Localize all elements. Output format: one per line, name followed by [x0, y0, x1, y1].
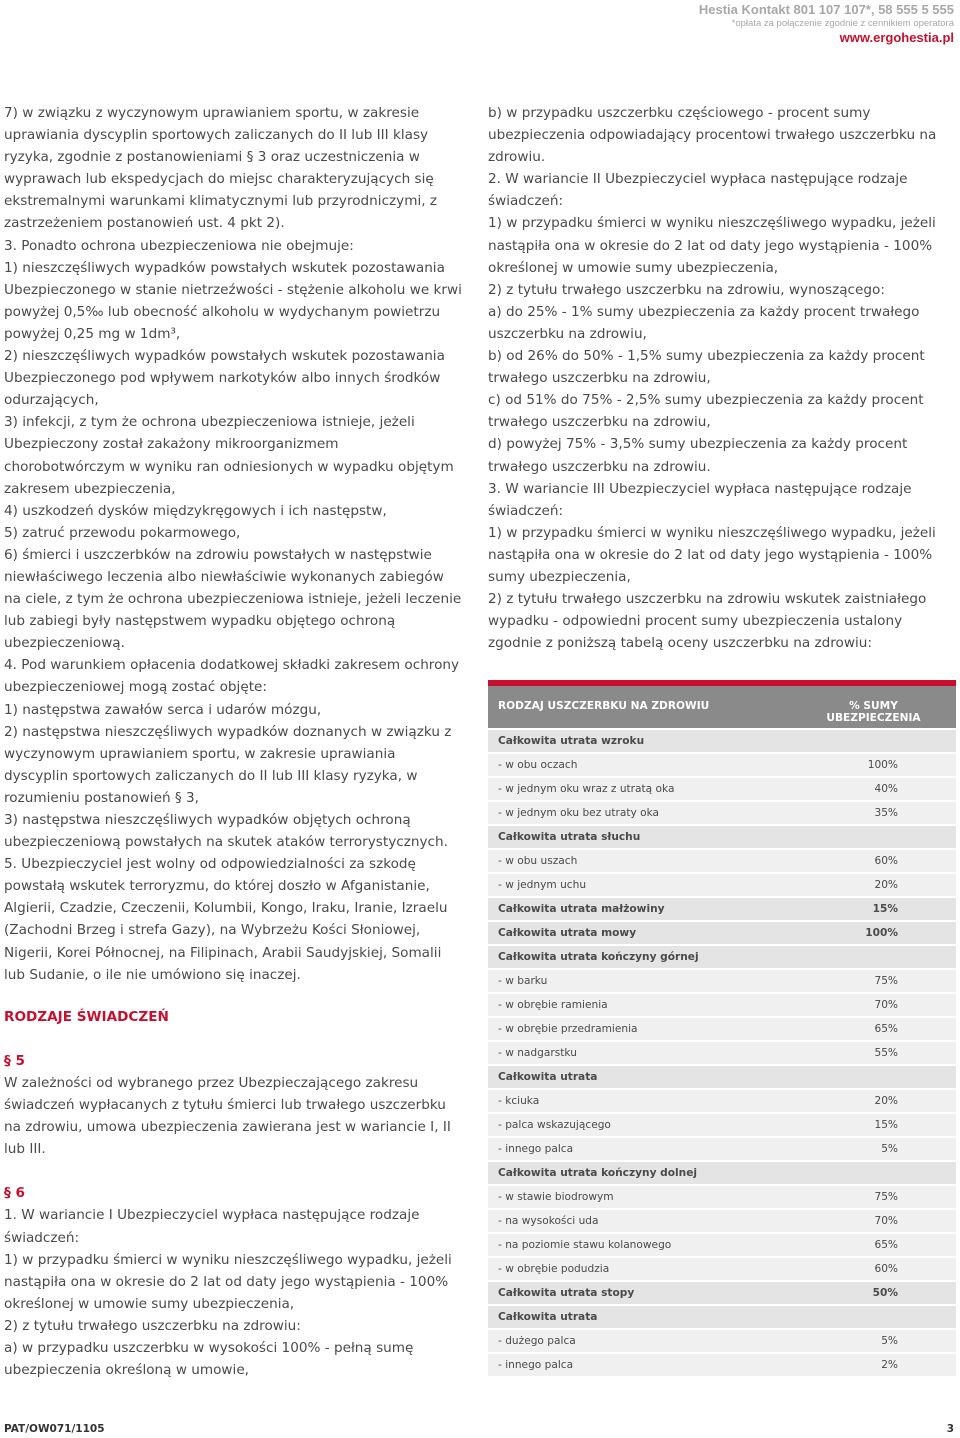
injury-type-cell: - w obrębie ramienia: [488, 993, 791, 1017]
percent-cell: [791, 729, 956, 753]
paragraph: a) do 25% - 1% sumy ubezpieczenia za każdy procent trwałego uszczerbku na zdrowiu,: [488, 303, 920, 342]
table-row: [488, 1281, 956, 1305]
percent-cell: 75%: [791, 1185, 956, 1209]
injury-type-cell: Całkowita utrata wzroku: [488, 729, 791, 753]
paragraph-mark-6: § 6: [4, 1185, 25, 1202]
paragraph: 2) następstwa nieszczęśliwych wypadków doznanych w związku z wyczynowym uprawianiem sportu, w zakresie uprawiania dyscyplin sportowych zaliczanych do II lub III klasy ryzyka, w rozumieniu postanowień § 3,: [4, 723, 452, 806]
paragraph: 1) następstwa zawałów serca i udarów mózgu,: [4, 701, 322, 718]
table-row: [488, 1257, 956, 1281]
injury-table: [488, 680, 956, 1378]
percent-cell: 70%: [791, 993, 956, 1017]
paragraph: 5) zatruć przewodu pokarmowego,: [4, 524, 241, 541]
paragraph-6-item: 2) z tytułu trwałego uszczerbku na zdrowiu:: [4, 1317, 301, 1334]
table-row: [488, 1353, 956, 1377]
injury-type-cell: - w jednym oku wraz z utratą oka: [488, 777, 791, 801]
paragraph-6-item: 1) w przypadku śmierci w wyniku nieszczęśliwego wypadku, jeżeli nastąpiła ona w okresie do 2 lat od daty jego wystąpienia - 100% określonej w umowie sumy ubezpieczenia,: [4, 1251, 452, 1312]
table-row: [488, 1329, 956, 1353]
table-header-row: [488, 683, 956, 729]
table-row: [488, 921, 956, 945]
percent-cell: 5%: [791, 1329, 956, 1353]
injury-type-cell: Całkowita utrata: [488, 1305, 791, 1329]
table-row: [488, 1089, 956, 1113]
injury-type-cell: - w obrębie przedramienia: [488, 1017, 791, 1041]
paragraph: 3) infekcji, z tym że ochrona ubezpieczeniowa istnieje, jeżeli Ubezpieczony został zakażony mikroorganizmem chorobotwórczym w wyniku ran odniesionych w wypadku objętym zakresem ubezpieczenia,: [4, 414, 454, 497]
percent-cell: 20%: [791, 1089, 956, 1113]
injury-type-cell: - palca wskazującego: [488, 1113, 791, 1137]
table-header-percent: % SUMY UBEZPIECZENIA: [791, 683, 956, 729]
table-row: [488, 825, 956, 849]
percent-cell: [791, 1161, 956, 1185]
table-row: [488, 1113, 956, 1137]
injury-type-cell: Całkowita utrata stopy: [488, 1281, 791, 1305]
paragraph: d) powyżej 75% - 3,5% sumy ubezpieczenia za każdy procent trwałego uszczerbku na zdrowiu.: [488, 436, 908, 475]
paragraph: c) od 51% do 75% - 2,5% sumy ubezpieczenia za każdy procent trwałego uszczerbku na zdrowiu,: [488, 392, 924, 431]
paragraph: 1) w przypadku śmierci w wyniku nieszczęśliwego wypadku, jeżeli nastąpiła ona w okresie do 2 lat od daty jego wystąpienia - 100% sumy ubezpieczenia,: [488, 524, 936, 585]
table-row: [488, 777, 956, 801]
table-row: [488, 873, 956, 897]
percent-cell: 70%: [791, 1209, 956, 1233]
percent-cell: 20%: [791, 873, 956, 897]
percent-cell: 75%: [791, 969, 956, 993]
percent-cell: 50%: [791, 1281, 956, 1305]
contact-note: *opłata za połączenie zgodnie z cennikiem operatora: [731, 18, 954, 29]
left-column: [4, 102, 462, 1381]
percent-cell: 100%: [791, 921, 956, 945]
table-row: [488, 1209, 956, 1233]
injury-type-cell: Całkowita utrata mowy: [488, 921, 791, 945]
table-row: [488, 897, 956, 921]
injury-type-cell: Całkowita utrata kończyny dolnej: [488, 1161, 791, 1185]
injury-type-cell: Całkowita utrata: [488, 1065, 791, 1089]
page-number: 3: [946, 1423, 954, 1435]
table-body: [488, 729, 956, 1377]
percent-cell: 35%: [791, 801, 956, 825]
paragraph: 4) uszkodzeń dysków międzykręgowych i ich następstw,: [4, 502, 387, 519]
injury-type-cell: - w jednym oku bez utraty oka: [488, 801, 791, 825]
injury-type-cell: - w nadgarstku: [488, 1041, 791, 1065]
paragraph: 7) w związku z wyczynowym uprawianiem sportu, w zakresie uprawiania dyscyplin sportowych zaliczanych do II lub III klasy ryzyka, zgodnie z postanowieniami § 3 oraz uczestniczenia w wyprawach lub ekspedycjach do miejsc charakteryzujących się ekstremalnymi warunkami klimatycznymi lub przyrodniczymi, z zastrzeżeniem postanowień ust. 4 pkt 2).: [4, 105, 438, 232]
table-row: [488, 1041, 956, 1065]
percent-cell: 60%: [791, 1257, 956, 1281]
document-code: PAT/OW071/1105: [4, 1423, 105, 1435]
paragraph: 2) z tytułu trwałego uszczerbku na zdrowiu wskutek zaistniałego wypadku - odpowiedni procent sumy ubezpieczenia ustalony zgodnie z poniższą tabelą oceny uszczerbku na zdrowiu:: [488, 591, 927, 652]
paragraph: 1) w przypadku śmierci w wyniku nieszczęśliwego wypadku, jeżeli nastąpiła ona w okresie do 2 lat od daty jego wystąpienia - 100% określonej w umowie sumy ubezpieczenia,: [488, 215, 936, 276]
percent-cell: [791, 1065, 956, 1089]
table-row: [488, 729, 956, 753]
contact-line: Hestia Kontakt 801 107 107*, 58 555 5 555: [698, 2, 954, 17]
injury-type-cell: - dużego palca: [488, 1329, 791, 1353]
injury-type-cell: - w obu uszach: [488, 849, 791, 873]
percent-cell: 15%: [791, 1113, 956, 1137]
injury-type-cell: Całkowita utrata słuchu: [488, 825, 791, 849]
injury-type-cell: - w barku: [488, 969, 791, 993]
percent-cell: [791, 945, 956, 969]
paragraph-6-item: a) w przypadku uszczerbku w wysokości 100% - pełną sumę ubezpieczenia określoną w umowie,: [4, 1339, 414, 1379]
paragraph: b) od 26% do 50% - 1,5% sumy ubezpieczenia za każdy procent trwałego uszczerbku na zdrowiu,: [488, 348, 925, 387]
paragraph: 3. Ponadto ochrona ubezpieczeniowa nie obejmuje:: [4, 237, 354, 254]
right-column: [488, 102, 956, 654]
percent-cell: 5%: [791, 1137, 956, 1161]
paragraph: 6) śmierci i uszczerbków na zdrowiu powstałych w następstwie niewłaściwego leczenia albo niewłaściwie wykonanych zabiegów na ciele, z tym że ochrona ubezpieczeniowa istnieje, jeżeli leczenie lub zabiegi były następstwem wypadku objętego ochroną ubezpieczeniową.: [4, 546, 462, 652]
percent-cell: 15%: [791, 897, 956, 921]
table-row: [488, 969, 956, 993]
table-header-injury: RODZAJ USZCZERBKU NA ZDROWIU: [488, 683, 791, 729]
table-row: [488, 1137, 956, 1161]
injury-type-cell: - w obu oczach: [488, 753, 791, 777]
injury-type-cell: - innego palca: [488, 1137, 791, 1161]
percent-cell: 100%: [791, 753, 956, 777]
paragraph-6-item: 1. W wariancie I Ubezpieczyciel wypłaca następujące rodzaje świadczeń:: [4, 1207, 420, 1246]
table-row: [488, 1065, 956, 1089]
paragraph: 1) nieszczęśliwych wypadków powstałych wskutek pozostawania Ubezpieczonego w stanie nietrzeźwości - stężenie alkoholu we krwi powyżej 0,5‰ lub obecność alkoholu w wydychanym powietrzu powyżej 0,25 mg w 1dm³,: [4, 259, 462, 342]
page-header: [699, 0, 954, 46]
injury-type-cell: - w stawie biodrowym: [488, 1185, 791, 1209]
table-row: [488, 753, 956, 777]
paragraph-5-text: W zależności od wybranego przez Ubezpieczającego zakresu świadczeń wypłacanych z tytułu śmierci lub trwałego uszczerbku na zdrowiu, umowa ubezpieczenia zawierana jest w wariancie I, II lub III.: [4, 1074, 451, 1158]
table-row: [488, 849, 956, 873]
percent-cell: 40%: [791, 777, 956, 801]
paragraph: 2) z tytułu trwałego uszczerbku na zdrowiu, wynoszącego:: [488, 281, 885, 298]
injury-type-cell: - innego palca: [488, 1353, 791, 1377]
paragraph: 2. W wariancie II Ubezpieczyciel wypłaca następujące rodzaje świadczeń:: [488, 171, 908, 210]
injury-type-cell: Całkowita utrata małżowiny: [488, 897, 791, 921]
paragraph: 3. W wariancie III Ubezpieczyciel wypłaca następujące rodzaje świadczeń:: [488, 480, 912, 519]
injury-type-cell: - na wysokości uda: [488, 1209, 791, 1233]
injury-type-cell: - na poziomie stawu kolanowego: [488, 1233, 791, 1257]
percent-cell: 60%: [791, 849, 956, 873]
percent-cell: 2%: [791, 1353, 956, 1377]
injury-type-cell: Całkowita utrata kończyny górnej: [488, 945, 791, 969]
percent-cell: 65%: [791, 1233, 956, 1257]
paragraph: 4. Pod warunkiem opłacenia dodatkowej składki zakresem ochrony ubezpieczeniowej mogą zostać objęte:: [4, 657, 460, 696]
injury-type-cell: - w obrębie podudzia: [488, 1257, 791, 1281]
table-row: [488, 1233, 956, 1257]
table-row: [488, 1017, 956, 1041]
paragraph: 3) następstwa nieszczęśliwych wypadków objętych ochroną ubezpieczeniową powstałych na skutek ataków terrorystycznych.: [4, 812, 448, 851]
table-row: [488, 1305, 956, 1329]
table-row: [488, 1161, 956, 1185]
paragraph-mark-5: § 5: [4, 1052, 25, 1069]
injury-type-cell: - w jednym uchu: [488, 873, 791, 897]
paragraph: 2) nieszczęśliwych wypadków powstałych wskutek pozostawania Ubezpieczonego pod wpływem narkotyków albo innych środków odurzających,: [4, 348, 445, 409]
percent-cell: [791, 825, 956, 849]
section-title: RODZAJE ŚWIADCZEŃ: [4, 1008, 169, 1025]
injury-type-cell: - kciuka: [488, 1089, 791, 1113]
table-row: [488, 945, 956, 969]
percent-cell: [791, 1305, 956, 1329]
table-row: [488, 801, 956, 825]
paragraph: b) w przypadku uszczerbku częściowego - procent sumy ubezpieczenia odpowiadający procentowi trwałego uszczerbku na zdrowiu.: [488, 105, 937, 166]
paragraph: 5. Ubezpieczyciel jest wolny od odpowiedzialności za szkodę powstałą wskutek terroryzmu, do której doszło w Afganistanie, Algierii, Czadzie, Czeczenii, Kolumbii, Kongo, Iraku, Iranie, Izraelu (Zachodni Brzeg i strefa Gazy), na Wybrzeżu Kości Słoniowej, Nigerii, Korei Północnej, na Filipinach, Arabii Saudyjskiej, Somalii lub Sudanie, o ile nie umówiono się inaczej.: [4, 856, 448, 983]
percent-cell: 65%: [791, 1017, 956, 1041]
percent-cell: 55%: [791, 1041, 956, 1065]
table-row: [488, 993, 956, 1017]
table-row: [488, 1185, 956, 1209]
website-link[interactable]: www.ergohestia.pl: [839, 30, 954, 45]
